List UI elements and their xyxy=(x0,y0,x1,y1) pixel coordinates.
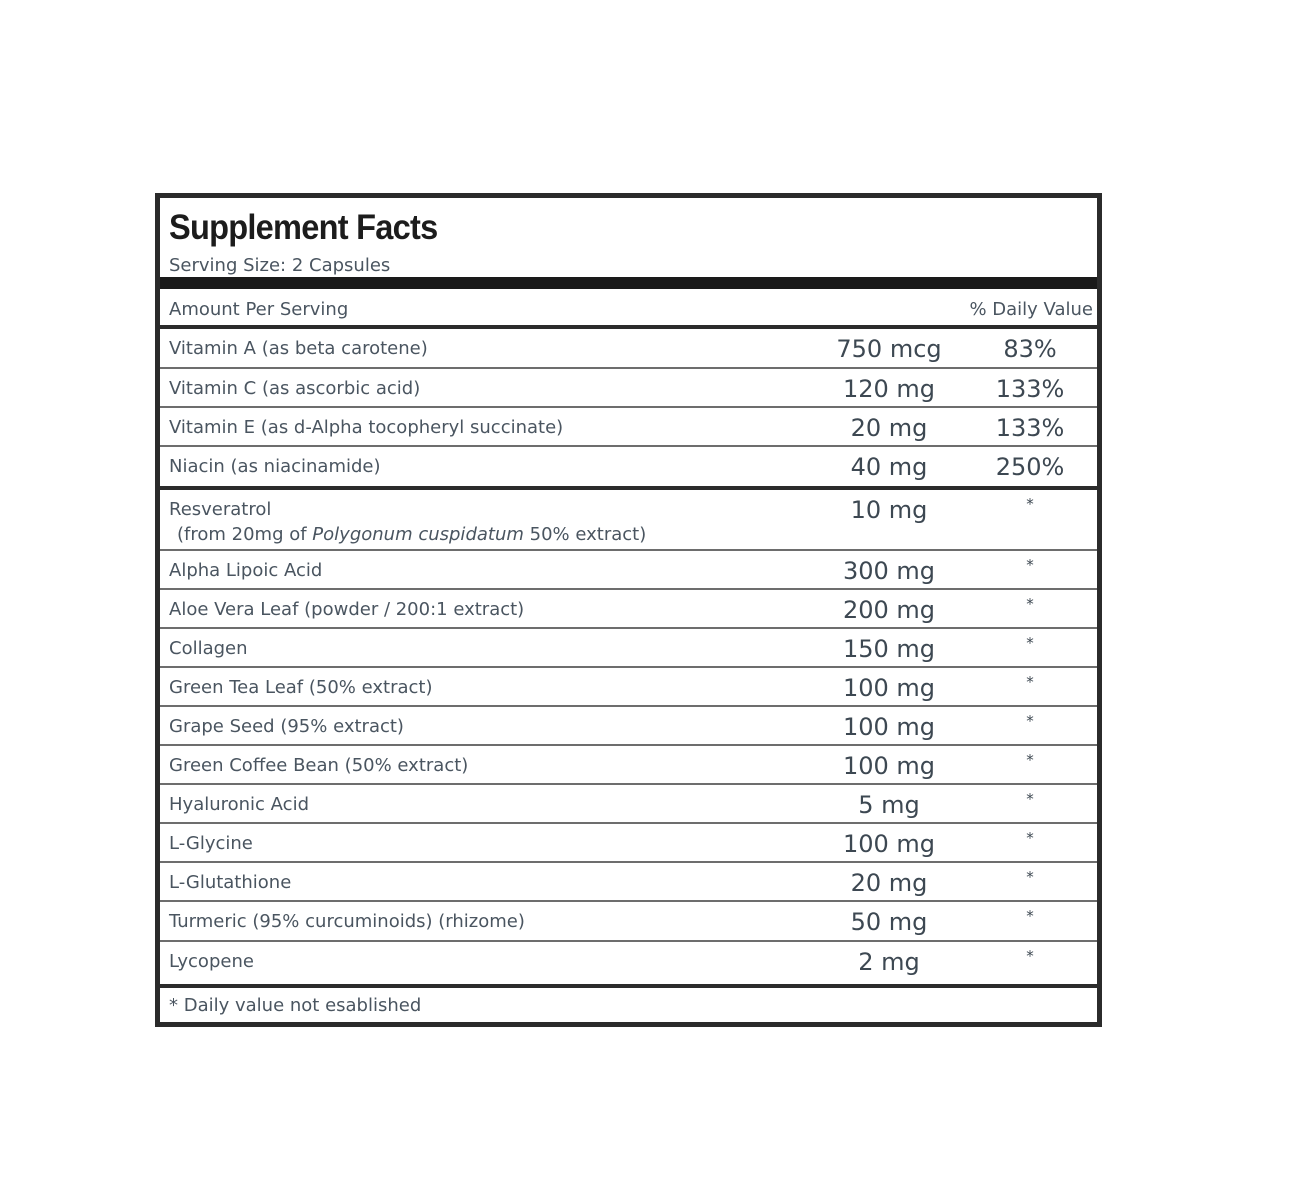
table-row xyxy=(160,942,1097,981)
ingredient-amount: 300 mg xyxy=(842,557,936,585)
ingredient-name: Vitamin E (as d-Alpha tocopheryl succinate) xyxy=(169,417,564,438)
table-row xyxy=(160,668,1097,707)
table-row xyxy=(160,369,1097,408)
table-row xyxy=(160,824,1097,863)
source-species: Polygonum cuspidatum xyxy=(312,524,524,545)
ingredient-amount: 100 mg xyxy=(842,830,936,858)
ingredient-name: Grape Seed (95% extract) xyxy=(169,716,404,737)
ingredient-name: Resveratrol xyxy=(169,499,272,520)
ingredient-amount: 100 mg xyxy=(842,674,936,702)
ingredient-amount: 100 mg xyxy=(842,713,936,741)
ingredient-amount: 750 mcg xyxy=(836,335,942,363)
daily-value-asterisk: * xyxy=(1026,868,1034,886)
table-row xyxy=(160,329,1097,369)
ingredient-name: Green Tea Leaf (50% extract) xyxy=(169,677,433,698)
daily-value-asterisk: * xyxy=(1026,712,1034,730)
source-prefix: (from 20mg of xyxy=(177,524,313,545)
ingredient-source xyxy=(177,524,646,545)
ingredient-name: Aloe Vera Leaf (powder / 200:1 extract) xyxy=(169,599,525,620)
daily-value-asterisk: * xyxy=(1026,829,1034,847)
column-header xyxy=(160,289,1097,327)
daily-value-header: % Daily Value xyxy=(969,299,1093,320)
divider-before-footnote xyxy=(160,984,1097,988)
daily-value-asterisk: * xyxy=(1026,673,1034,691)
daily-value-asterisk: * xyxy=(1026,790,1034,808)
label-title: Supplement Facts xyxy=(169,208,438,247)
ingredient-amount: 100 mg xyxy=(842,752,936,780)
ingredient-name: Hyaluronic Acid xyxy=(169,794,309,815)
daily-value-percent: 133% xyxy=(995,375,1065,403)
table-row xyxy=(160,746,1097,785)
daily-value-percent: 83% xyxy=(1003,335,1057,363)
ingredient-name: Vitamin C (as ascorbic acid) xyxy=(169,378,421,399)
ingredient-amount: 10 mg xyxy=(850,496,928,524)
daily-value-percent: 250% xyxy=(995,453,1065,481)
label-header xyxy=(160,198,1097,282)
table-row xyxy=(160,785,1097,824)
source-suffix: 50% extract) xyxy=(523,524,647,545)
table-row xyxy=(160,629,1097,668)
ingredient-name: Vitamin A (as beta carotene) xyxy=(169,338,428,359)
table-row xyxy=(160,490,1097,551)
table-row xyxy=(160,551,1097,590)
daily-value-asterisk: * xyxy=(1026,556,1034,574)
daily-value-percent: 133% xyxy=(995,414,1065,442)
amount-per-serving-header: Amount Per Serving xyxy=(169,299,349,320)
table-row xyxy=(160,590,1097,629)
ingredient-amount: 50 mg xyxy=(850,908,928,936)
ingredient-name: L-Glutathione xyxy=(169,872,292,893)
table-row xyxy=(160,447,1097,486)
footnote: * Daily value not esablished xyxy=(169,995,422,1016)
daily-value-asterisk: * xyxy=(1026,634,1034,652)
daily-value-asterisk: * xyxy=(1026,907,1034,925)
ingredient-amount: 5 mg xyxy=(858,791,920,819)
supplement-facts-label xyxy=(155,193,1102,1027)
ingredient-amount: 40 mg xyxy=(850,453,928,481)
thick-divider xyxy=(160,277,1097,289)
daily-value-asterisk: * xyxy=(1026,595,1034,613)
ingredient-amount: 150 mg xyxy=(842,635,936,663)
table-row xyxy=(160,902,1097,942)
daily-value-asterisk: * xyxy=(1026,751,1034,769)
table-row xyxy=(160,408,1097,447)
ingredient-name: Lycopene xyxy=(169,951,254,972)
ingredient-name: Turmeric (95% curcuminoids) (rhizome) xyxy=(169,911,525,932)
ingredient-name: Green Coffee Bean (50% extract) xyxy=(169,755,469,776)
ingredient-name: Alpha Lipoic Acid xyxy=(169,560,323,581)
ingredient-amount: 20 mg xyxy=(850,869,928,897)
ingredient-amount: 2 mg xyxy=(858,948,920,976)
daily-value-asterisk: * xyxy=(1026,495,1034,513)
table-row xyxy=(160,863,1097,902)
ingredient-name: Collagen xyxy=(169,638,248,659)
table-row xyxy=(160,707,1097,746)
daily-value-asterisk: * xyxy=(1026,947,1034,965)
ingredient-amount: 200 mg xyxy=(842,596,936,624)
ingredient-name: Niacin (as niacinamide) xyxy=(169,456,381,477)
ingredient-amount: 120 mg xyxy=(842,375,936,403)
ingredient-name: L-Glycine xyxy=(169,833,253,854)
serving-size: Serving Size: 2 Capsules xyxy=(169,255,391,276)
ingredient-amount: 20 mg xyxy=(850,414,928,442)
